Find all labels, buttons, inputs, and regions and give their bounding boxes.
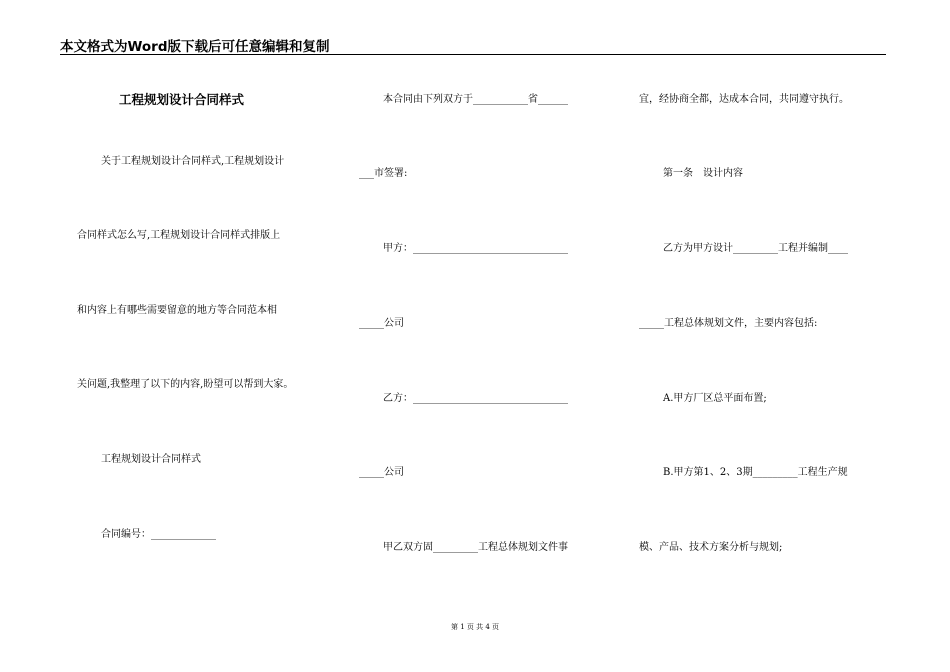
col3-line-7: 模、产品、技术方案分析与规划;	[639, 542, 783, 553]
intro-line-3: 和内容上有哪些需要留意的地方等合同范本相	[77, 305, 277, 316]
col3-line-4: _____工程总体规划文件，主要内容包括:	[639, 318, 818, 329]
item-a: A.甲方厂区总平面布置;	[663, 393, 767, 404]
page-footer: 第 1 页 共 4 页	[450, 623, 500, 631]
article-1-heading: 第一条 设计内容	[663, 168, 743, 179]
item-b: B.甲方第1、2、3期_________工程生产规	[663, 467, 848, 478]
party-a-company: _____公司	[359, 318, 404, 329]
col3-line-3: 乙方为甲方设计_________工程并编制____	[663, 243, 848, 254]
intro-line-1: 关于工程规划设计合同样式,工程规划设计	[101, 156, 285, 167]
contract-number: 合同编号：_____________	[101, 529, 216, 540]
intro-line-2: 合同样式怎么写,工程规划设计合同样式排版上	[77, 230, 281, 241]
header-text: 本文格式为Word版下载后可任意编辑和复制	[60, 39, 330, 55]
contract-subtitle: 工程规划设计合同样式	[101, 454, 201, 465]
col3-line-1: 宜，经协商全都，达成本合同，共同遵守执行。	[639, 94, 849, 105]
party-b: 乙方：_______________________________	[383, 393, 568, 404]
col2-line-1: 本合同由下列双方于___________省______	[383, 94, 568, 105]
col2-line-2: ___市签署:	[359, 168, 408, 179]
document-title: 工程规划设计合同样式	[119, 92, 245, 107]
party-b-company: _____公司	[359, 467, 404, 478]
page-header	[60, 34, 886, 55]
party-a: 甲方：_______________________________	[383, 243, 568, 254]
intro-line-4: 关问题,我整理了以下的内容,盼望可以帮到大家。	[77, 379, 294, 390]
col2-line-7: 甲乙双方固_________工程总体规划文件事	[383, 542, 568, 553]
